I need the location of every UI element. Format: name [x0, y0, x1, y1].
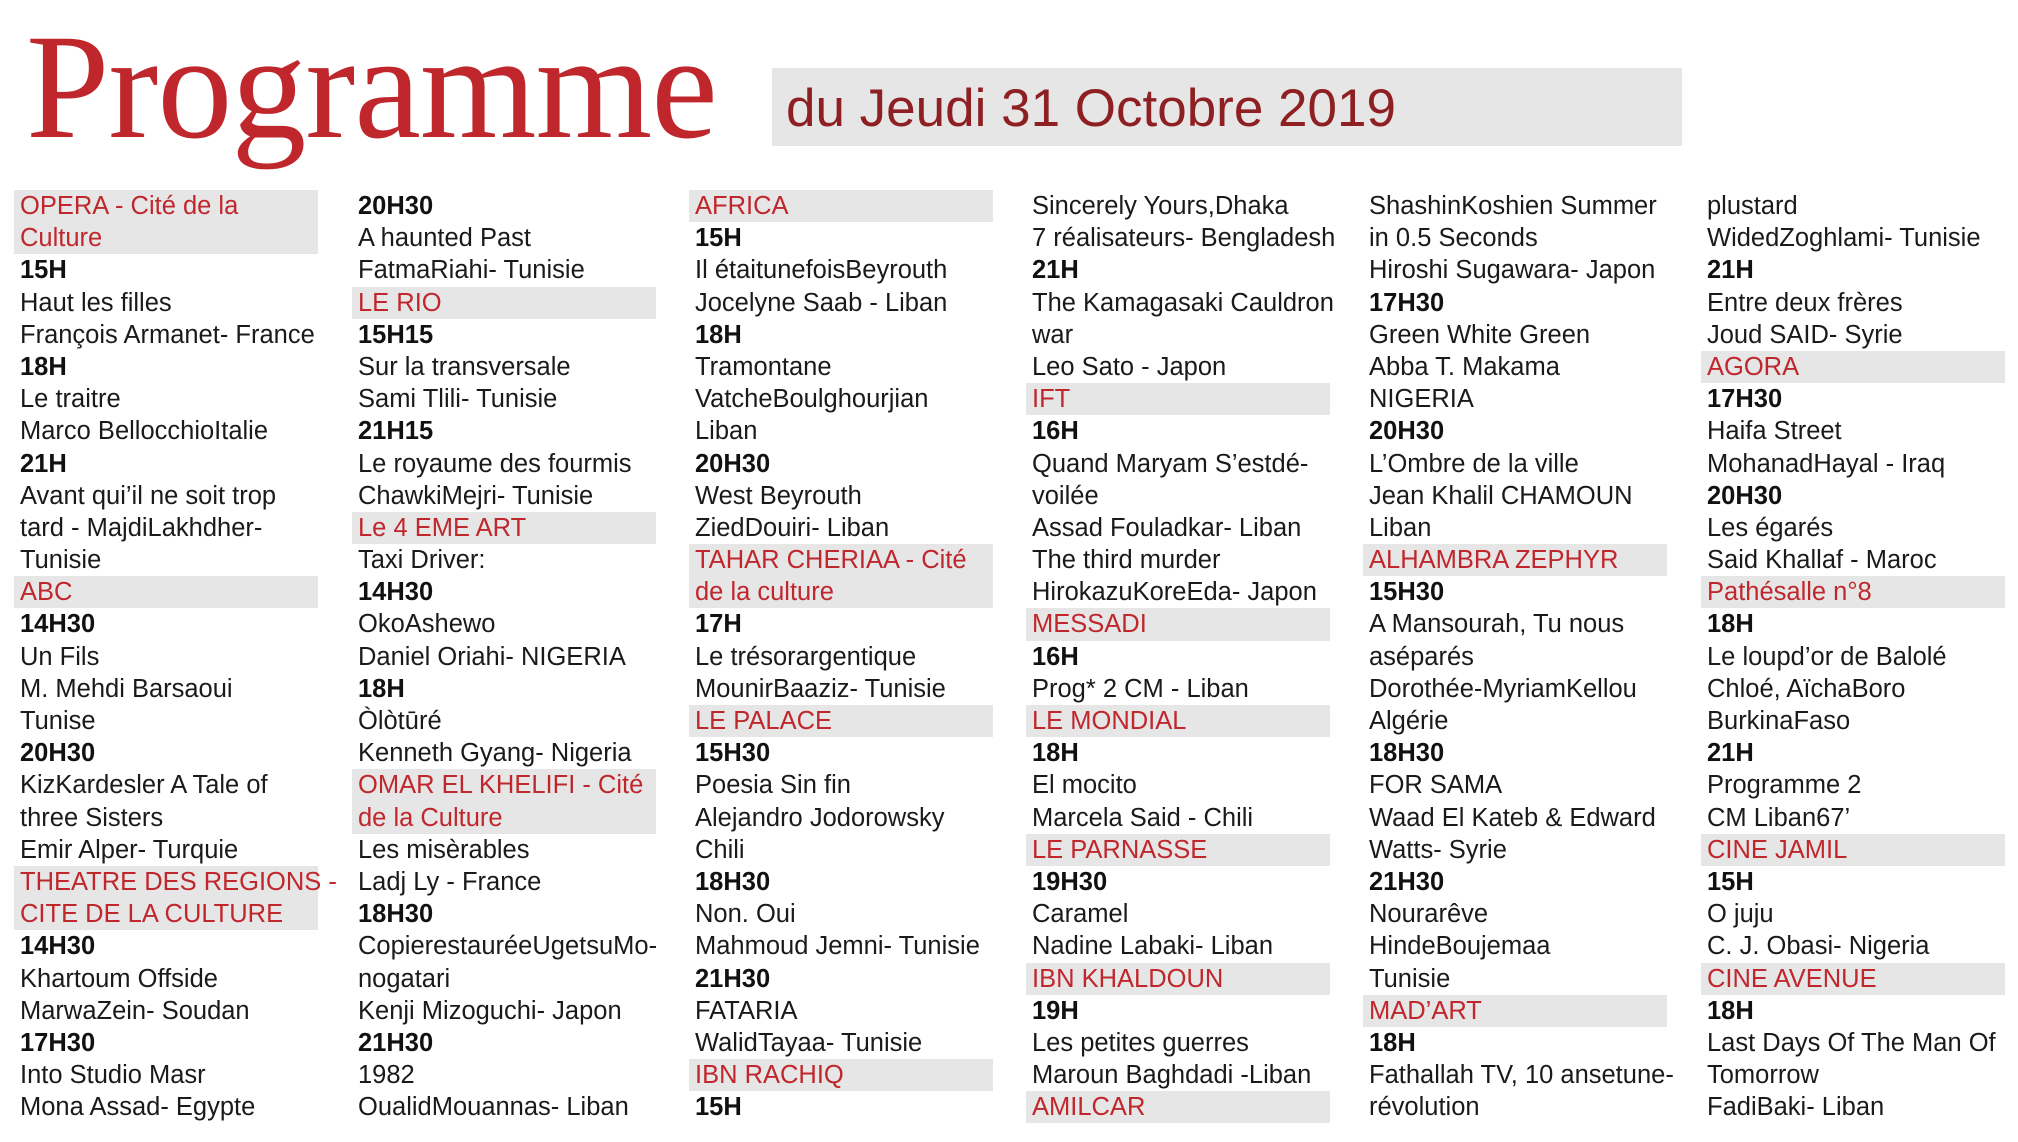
venue-heading: THEATRE DES REGIONS -: [14, 866, 318, 898]
programme-column-3: [689, 190, 993, 1123]
film-info-line: Programme 2: [1707, 771, 1862, 800]
screening-time: 14H30: [358, 578, 434, 607]
venue-heading: Pathésalle n°8: [1701, 576, 2005, 608]
film-info-line: Haifa Street: [1707, 417, 1842, 446]
film-info-line: Maroun Baghdadi -Liban: [1032, 1061, 1312, 1090]
programme-column-5: [1363, 190, 1674, 1123]
page-subtitle: du Jeudi 31 Octobre 2019: [786, 79, 1396, 138]
film-info-line: Prog* 2 CM - Liban: [1032, 674, 1249, 703]
screening-time: 18H: [358, 674, 405, 703]
film-info-line: Leo Sato - Japon: [1032, 352, 1227, 381]
film-info-line: Kenneth Gyang- Nigeria: [358, 739, 632, 768]
venue-heading: LE MONDIAL: [1026, 705, 1330, 737]
film-info-line: Green White Green: [1369, 320, 1591, 349]
film-info-line: Sur la transversale: [358, 352, 571, 381]
venue-heading: MESSADI: [1026, 608, 1330, 640]
film-info-line: Tunisie: [20, 546, 102, 575]
venue-heading: LE PALACE: [689, 705, 993, 737]
programme-column-2: [352, 190, 656, 1123]
page-title: Programme: [26, 4, 717, 170]
film-info-line: Dorothée-MyriamKellou: [1369, 674, 1637, 703]
film-info-line: Le trésorargentique: [695, 642, 917, 671]
film-info-line: Òlòtūré: [358, 707, 442, 735]
film-info-line: in 0.5 Seconds: [1369, 224, 1538, 253]
film-info-line: Chili: [695, 835, 745, 864]
film-info-line: Liban: [695, 417, 758, 446]
film-info-line: Sincerely Yours,Dhaka: [1032, 192, 1289, 220]
film-info-line: François Armanet- France: [20, 320, 315, 349]
film-info-line: ZiedDouiri- Liban: [695, 513, 890, 542]
film-info-line: voilée: [1032, 481, 1099, 510]
venue-heading: CINE JAMIL: [1701, 834, 2005, 866]
film-info-line: Chloé, AïchaBoro: [1707, 674, 1906, 703]
screening-time: 16H: [1032, 417, 1079, 446]
film-info-line: aséparés: [1369, 642, 1474, 671]
film-info-line: Mahmoud Jemni- Tunisie: [695, 932, 980, 961]
film-info-line: CopierestauréeUgetsuMo-: [358, 932, 658, 961]
screening-time: 21H30: [1369, 867, 1445, 896]
film-info-line: M. Mehdi Barsaoui: [20, 674, 233, 703]
venue-heading: AMILCAR: [1026, 1091, 1330, 1123]
screening-time: 19H30: [1032, 867, 1108, 896]
film-info-line: Poesia Sin fin: [695, 771, 851, 800]
film-info-line: Joud SAID- Syrie: [1707, 320, 1903, 349]
film-info-line: Caramel: [1032, 900, 1129, 929]
film-info-line: WidedZoghlami- Tunisie: [1707, 224, 1981, 253]
screening-time: 18H30: [1369, 739, 1445, 768]
film-info-line: Haut les filles: [20, 288, 172, 317]
screening-time: 17H30: [1369, 288, 1445, 317]
film-info-line: HirokazuKoreEda- Japon: [1032, 578, 1317, 607]
venue-heading: de la culture: [689, 576, 993, 608]
film-info-line: Emir Alper- Turquie: [20, 835, 239, 864]
film-info-line: A Mansourah, Tu nous: [1369, 610, 1625, 639]
film-info-line: Last Days Of The Man Of: [1707, 1028, 1996, 1057]
film-info-line: Jocelyne Saab - Liban: [695, 288, 948, 317]
film-info-line: The Kamagasaki Cauldron: [1032, 288, 1334, 317]
film-info-line: West Beyrouth: [695, 481, 862, 510]
film-info-line: 1982: [358, 1061, 415, 1090]
film-info-line: 7 réalisateurs- Bengladesh: [1032, 224, 1336, 253]
screening-time: 15H30: [1369, 578, 1445, 607]
film-info-line: révolution: [1369, 1093, 1480, 1122]
film-info-line: A haunted Past: [358, 224, 531, 253]
film-info-line: Il étaitunefoisBeyrouth: [695, 256, 948, 285]
film-info-line: Kenji Mizoguchi- Japon: [358, 996, 622, 1025]
programme-column-1: [14, 190, 337, 1123]
film-info-line: Tramontane: [695, 352, 832, 381]
film-info-line: O juju: [1707, 900, 1774, 929]
film-info-line: plustard: [1707, 192, 1798, 220]
programme-column-6: [1701, 190, 2005, 1123]
film-info-line: Ladj Ly - France: [358, 867, 542, 896]
screening-time: 21H30: [695, 964, 771, 993]
film-info-line: The third murder: [1032, 546, 1221, 575]
screening-time: 21H30: [358, 1028, 434, 1057]
film-info-line: Entre deux frères: [1707, 288, 1903, 317]
film-info-line: Watts- Syrie: [1369, 835, 1507, 864]
film-info-line: Waad El Kateb & Edward: [1369, 803, 1656, 832]
film-info-line: WalidTayaa- Tunisie: [695, 1028, 923, 1057]
venue-heading: OPERA - Cité de la: [14, 190, 318, 222]
screening-time: 18H: [695, 320, 742, 349]
film-info-line: Hiroshi Sugawara- Japon: [1369, 256, 1656, 285]
screening-time: 20H30: [695, 449, 771, 478]
screening-time: 15H30: [695, 739, 771, 768]
venue-heading: MAD’ART: [1363, 995, 1667, 1027]
screening-time: 20H30: [1369, 417, 1445, 446]
venue-heading: Culture: [14, 222, 318, 254]
screening-time: 19H: [1032, 996, 1079, 1025]
venue-heading: IBN KHALDOUN: [1026, 963, 1330, 995]
screening-time: 18H: [1707, 610, 1754, 639]
film-info-line: Avant qui’il ne soit trop: [20, 481, 277, 510]
screening-time: 21H: [1707, 256, 1754, 285]
film-info-line: Tunisie: [1369, 964, 1451, 993]
film-info-line: C. J. Obasi- Nigeria: [1707, 932, 1930, 961]
film-info-line: Taxi Driver:: [358, 546, 486, 575]
film-info-line: Le royaume des fourmis: [358, 449, 632, 478]
screening-time: 16H: [1032, 642, 1079, 671]
film-info-line: Le loupd’or de Balolé: [1707, 642, 1947, 671]
film-info-line: ChawkiMejri- Tunisie: [358, 481, 594, 510]
venue-heading: ALHAMBRA ZEPHYR: [1363, 544, 1667, 576]
film-info-line: Le traitre: [20, 385, 121, 414]
film-info-line: Mona Assad- Egypte: [20, 1093, 256, 1122]
screening-time: 18H30: [695, 867, 771, 896]
film-info-line: HindeBoujemaa: [1369, 932, 1551, 961]
venue-heading: AFRICA: [689, 190, 993, 222]
film-info-line: Non. Oui: [695, 900, 796, 929]
film-info-line: Les misèrables: [358, 835, 530, 864]
venue-heading: OMAR EL KHELIFI - Cité: [352, 769, 656, 801]
film-info-line: NIGERIA: [1369, 385, 1474, 414]
screening-time: 20H30: [358, 192, 434, 220]
film-info-line: OualidMouannas- Liban: [358, 1093, 629, 1122]
film-info-line: Tomorrow: [1707, 1061, 1819, 1090]
screening-time: 17H30: [20, 1028, 96, 1057]
film-info-line: war: [1032, 320, 1074, 349]
venue-heading: TAHAR CHERIAA - Cité: [689, 544, 993, 576]
screening-time: 18H: [1032, 739, 1079, 768]
film-info-line: Nourarêve: [1369, 900, 1489, 929]
venue-heading: AGORA: [1701, 351, 2005, 383]
screening-time: 20H30: [20, 739, 96, 768]
screening-time: 21H15: [358, 417, 434, 446]
screening-time: 17H: [695, 610, 742, 639]
venue-heading: Le 4 EME ART: [352, 512, 656, 544]
film-info-line: BurkinaFaso: [1707, 707, 1851, 735]
film-info-line: Sami Tlili- Tunisie: [358, 385, 558, 414]
screening-time: 21H: [1032, 256, 1079, 285]
film-info-line: Les petites guerres: [1032, 1028, 1249, 1057]
film-info-line: tard - MajdiLakhdher-: [20, 513, 263, 542]
film-info-line: Said Khallaf - Maroc: [1707, 546, 1937, 575]
film-info-line: FOR SAMA: [1369, 771, 1503, 800]
screening-time: 17H30: [1707, 385, 1783, 414]
film-info-line: MohanadHayal - Iraq: [1707, 449, 1946, 478]
film-info-line: KizKardesler A Tale of: [20, 771, 268, 800]
screening-time: 18H: [1707, 996, 1754, 1025]
venue-heading: CITE DE LA CULTURE: [14, 898, 318, 930]
film-info-line: Quand Maryam S’estdé-: [1032, 449, 1309, 478]
film-info-line: Into Studio Masr: [20, 1061, 206, 1090]
venue-heading: ABC: [14, 576, 318, 608]
screening-time: 15H: [695, 224, 742, 253]
venue-heading: IBN RACHIQ: [689, 1059, 993, 1091]
film-info-line: Tunise: [20, 707, 96, 735]
screening-time: 18H: [20, 352, 67, 381]
screening-time: 18H30: [358, 900, 434, 929]
film-info-line: VatcheBoulghourjian: [695, 385, 929, 414]
screening-time: 18H: [1369, 1028, 1416, 1057]
film-info-line: OkoAshewo: [358, 610, 496, 639]
film-info-line: Marco BellocchioItalie: [20, 417, 269, 446]
film-info-line: Assad Fouladkar- Liban: [1032, 513, 1302, 542]
film-info-line: MarwaZein- Soudan: [20, 996, 250, 1025]
film-info-line: CM Liban67’: [1707, 803, 1851, 832]
film-info-line: nogatari: [358, 964, 451, 993]
film-info-line: Jean Khalil CHAMOUN: [1369, 481, 1633, 510]
venue-heading: CINE AVENUE: [1701, 963, 2005, 995]
film-info-line: Les égarés: [1707, 513, 1834, 542]
film-info-line: Algérie: [1369, 707, 1449, 735]
film-info-line: MounirBaaziz- Tunisie: [695, 674, 946, 703]
film-info-line: Un Fils: [20, 642, 100, 671]
film-info-line: FadiBaki- Liban: [1707, 1093, 1885, 1122]
film-info-line: FATARIA: [695, 996, 798, 1025]
film-info-line: Khartoum Offside: [20, 964, 218, 993]
film-info-line: El mocito: [1032, 771, 1137, 800]
film-info-line: L’Ombre de la ville: [1369, 449, 1579, 478]
film-info-line: FatmaRiahi- Tunisie: [358, 256, 585, 285]
venue-heading: IFT: [1026, 383, 1330, 415]
screening-time: 14H30: [20, 610, 96, 639]
screening-time: 21H: [1707, 739, 1754, 768]
screening-time: 14H30: [20, 932, 96, 961]
film-info-line: Daniel Oriahi- NIGERIA: [358, 642, 626, 671]
venue-heading: LE PARNASSE: [1026, 834, 1330, 866]
film-info-line: Liban: [1369, 513, 1432, 542]
venue-heading: LE RIO: [352, 287, 656, 319]
screening-time: 20H30: [1707, 481, 1783, 510]
film-info-line: Nadine Labaki- Liban: [1032, 932, 1274, 961]
programme-column-4: [1026, 190, 1336, 1123]
film-info-line: Alejandro Jodorowsky: [695, 803, 945, 832]
film-info-line: three Sisters: [20, 803, 164, 832]
film-info-line: ShashinKoshien Summer: [1369, 192, 1657, 220]
film-info-line: Abba T. Makama: [1369, 352, 1560, 381]
film-info-line: Fathallah TV, 10 ansetune-: [1369, 1061, 1674, 1090]
screening-time: 21H: [20, 449, 67, 478]
screening-time: 15H15: [358, 320, 434, 349]
venue-heading: de la Culture: [352, 802, 656, 834]
screening-time: 15H: [20, 256, 67, 285]
screening-time: 15H: [1707, 867, 1754, 896]
film-info-line: Marcela Said - Chili: [1032, 803, 1254, 832]
screening-time: 15H: [695, 1093, 742, 1122]
